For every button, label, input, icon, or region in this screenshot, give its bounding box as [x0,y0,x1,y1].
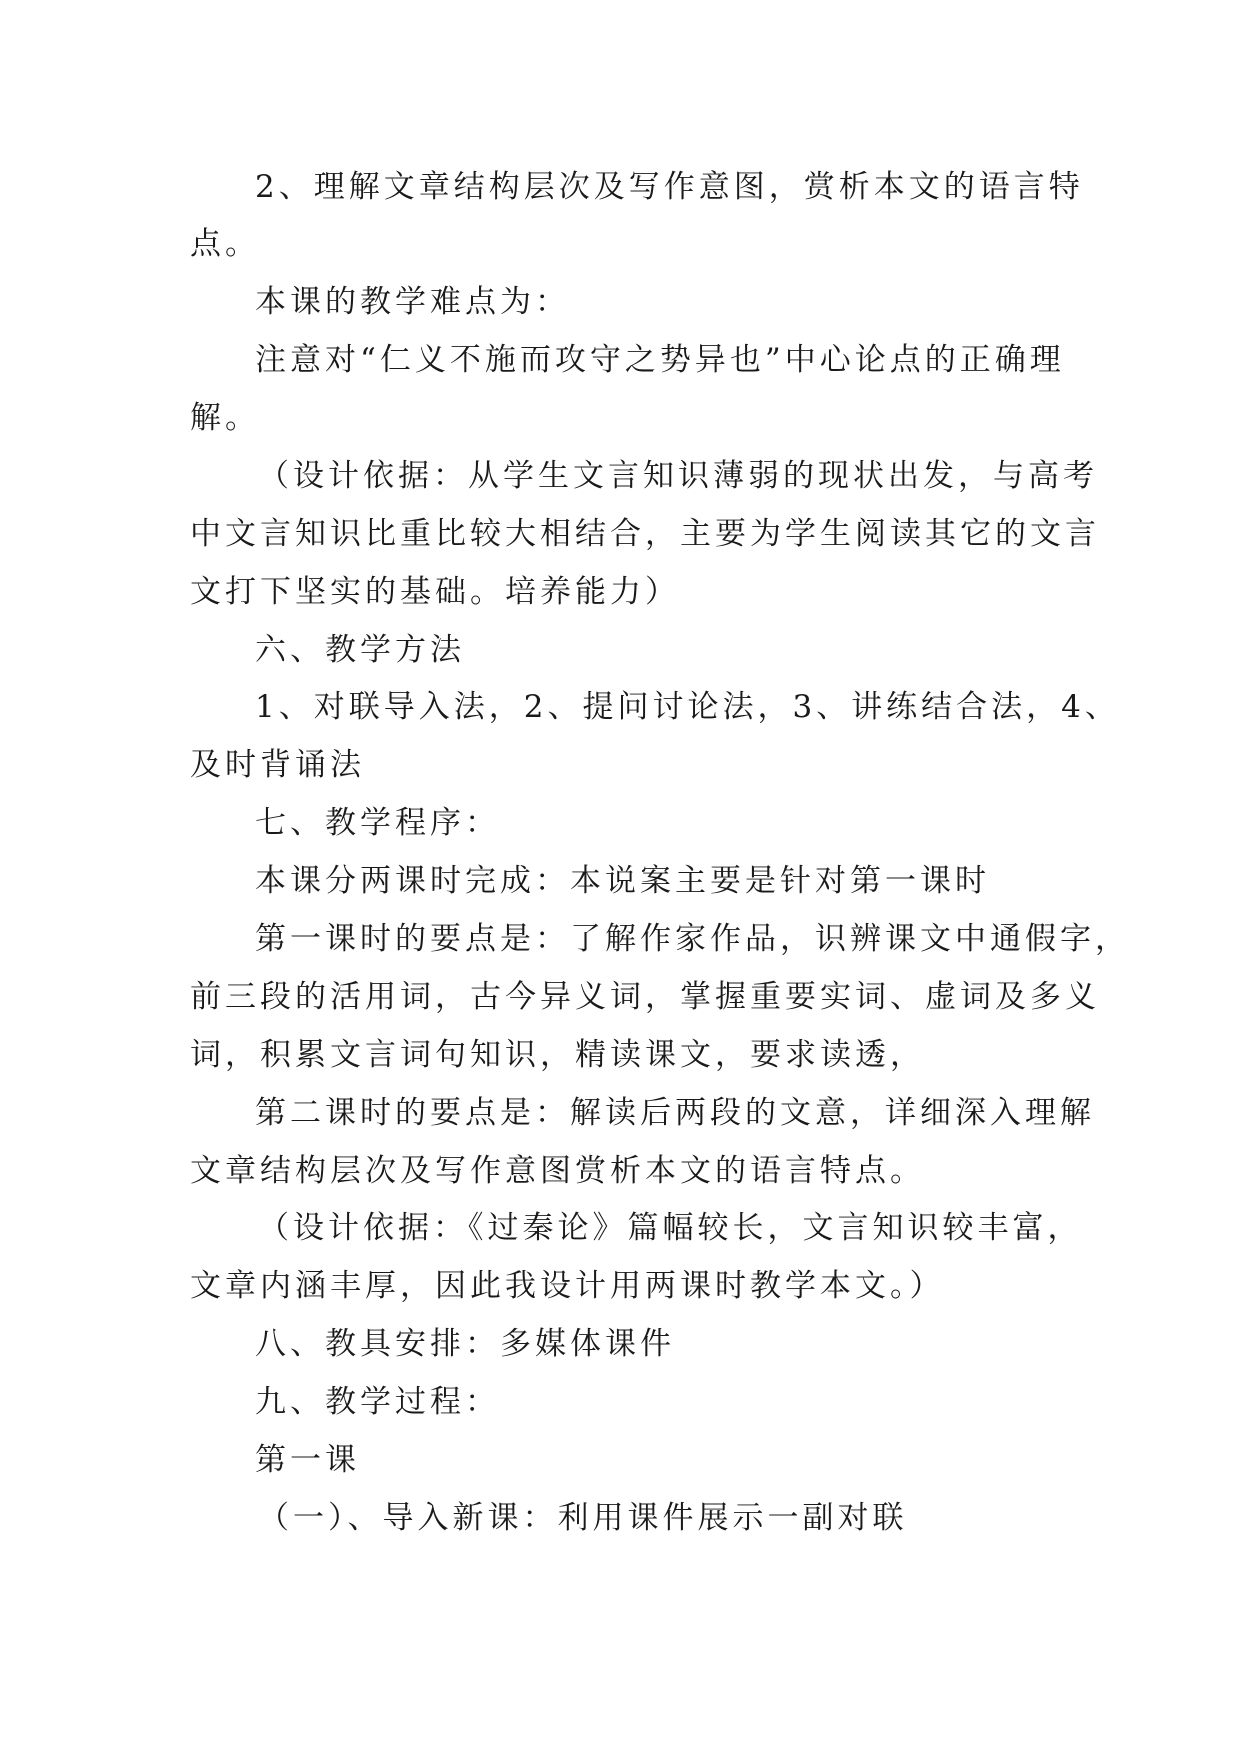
section-heading: 九、教学过程： [255,1384,500,1420]
section-heading: 六、教学方法 [255,632,465,668]
paragraph-line: （一）、导入新课：利用课件展示一副对联 [258,1500,908,1536]
paragraph-line: 第一课时的要点是：了解作家作品，识辨课文中通假字， [255,921,1130,957]
subsection-heading: 第一课 [255,1442,360,1478]
paragraph-line: 2、理解文章结构层次及写作意图，赏析本文的语言特 [255,169,1084,205]
paragraph-line: （设计依据：从学生文言知识薄弱的现状出发，与高考 [258,458,1098,494]
paragraph-line: 点。 [190,226,260,262]
paragraph-line: 本课的教学难点为： [255,284,570,320]
paragraph-line: 文打下坚实的基础。培养能力） [190,574,680,610]
paragraph-line: 第二课时的要点是：解读后两段的文意，详细深入理解 [255,1095,1095,1131]
paragraph-line: （设计依据：《过秦论》篇幅较长，文言知识较丰富， [258,1210,1083,1246]
section-heading: 八、教具安排：多媒体课件 [255,1326,675,1362]
paragraph-line: 1、对联导入法，2、提问讨论法，3、讲练结合法，4、 [255,689,1120,725]
paragraph-line: 及时背诵法 [190,747,365,783]
paragraph-line: 文章结构层次及写作意图赏析本文的语言特点。 [190,1153,925,1189]
paragraph-line: 注意对“仁义不施而攻守之势异也”中心论点的正确理 [255,342,1065,378]
paragraph-line: 解。 [190,400,260,436]
paragraph-line: 本课分两课时完成：本说案主要是针对第一课时 [255,863,990,899]
paragraph-line: 前三段的活用词，古今异义词，掌握重要实词、虚词及多义 [190,979,1100,1015]
paragraph-line: 文章内涵丰厚，因此我设计用两课时教学本文。） [190,1268,945,1304]
section-heading: 七、教学程序： [255,805,500,841]
paragraph-line: 词，积累文言词句知识，精读课文，要求读透， [190,1037,925,1073]
paragraph-line: 中文言知识比重比较大相结合，主要为学生阅读其它的文言 [190,516,1100,552]
